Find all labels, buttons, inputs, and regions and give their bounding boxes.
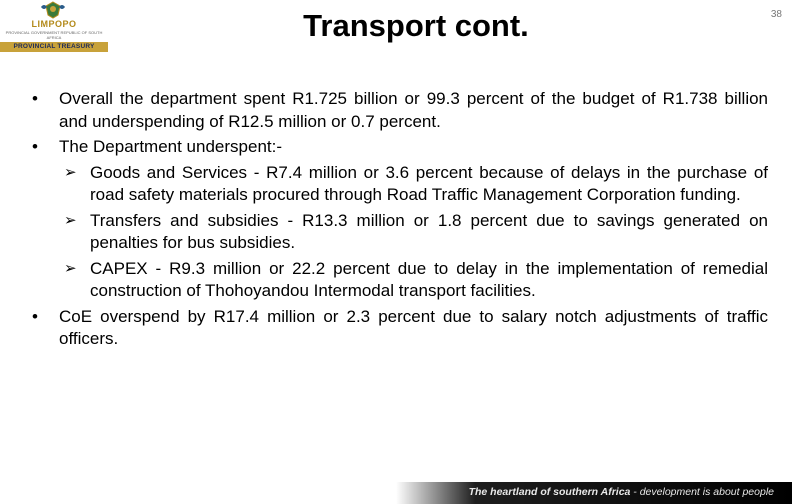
sub-bullet-text: Transfers and subsidies - R13.3 million or 1.8 percent due to savings generated on penalties for bus subsidies. xyxy=(90,210,768,252)
arrow-bullet-icon: ➢ xyxy=(64,211,77,229)
footer-bar xyxy=(0,482,792,504)
bullet-icon: • xyxy=(32,306,38,326)
sub-bullet-text: CAPEX - R9.3 million or 22.2 percent due to delay in the implementation of remedial construction of Thohoyandou Intermodal transport facilities. xyxy=(90,258,768,300)
sub-bullet-item xyxy=(28,258,768,303)
bullet-item xyxy=(28,88,768,133)
bullet-icon: • xyxy=(32,89,38,108)
bullet-text: The Department underspent:- xyxy=(59,137,283,156)
bullet-icon: • xyxy=(32,137,38,156)
sub-bullet-item xyxy=(28,210,768,255)
bullet-text: Overall the department spent R1.725 billion or 99.3 percent of the budget of R1.738 billion and underspending of R12.5 million or 0.7 percent. xyxy=(59,89,768,131)
bullet-text: CoE overspend by R17.4 million or 2.3 percent due to salary notch adjustments of traffic officers. xyxy=(59,306,768,348)
logo-department: PROVINCIAL TREASURY xyxy=(13,43,95,50)
logo-subtitle: PROVINCIAL GOVERNMENT REPUBLIC OF SOUTH AFRICA xyxy=(5,30,103,40)
slide-content xyxy=(28,88,768,354)
page-number: 38 xyxy=(770,9,782,20)
bullet-item xyxy=(28,306,768,351)
arrow-bullet-icon: ➢ xyxy=(64,163,77,181)
arrow-bullet-icon: ➢ xyxy=(64,259,77,277)
footer-tagline-bold: The heartland of southern Africa xyxy=(468,486,631,498)
logo-name: LIMPOPO xyxy=(31,19,77,29)
sub-bullet-item xyxy=(28,162,768,207)
footer-tagline-rest: - development is about people xyxy=(630,486,774,498)
sub-bullet-text: Goods and Services - R7.4 million or 3.6 percent because of delays in the purchase of road safety materials procured through Road Traffic Management Corporation funding. xyxy=(90,162,768,204)
slide-title: Transport cont. xyxy=(303,8,529,43)
footer-tagline xyxy=(469,486,774,498)
bullet-item xyxy=(28,136,768,159)
